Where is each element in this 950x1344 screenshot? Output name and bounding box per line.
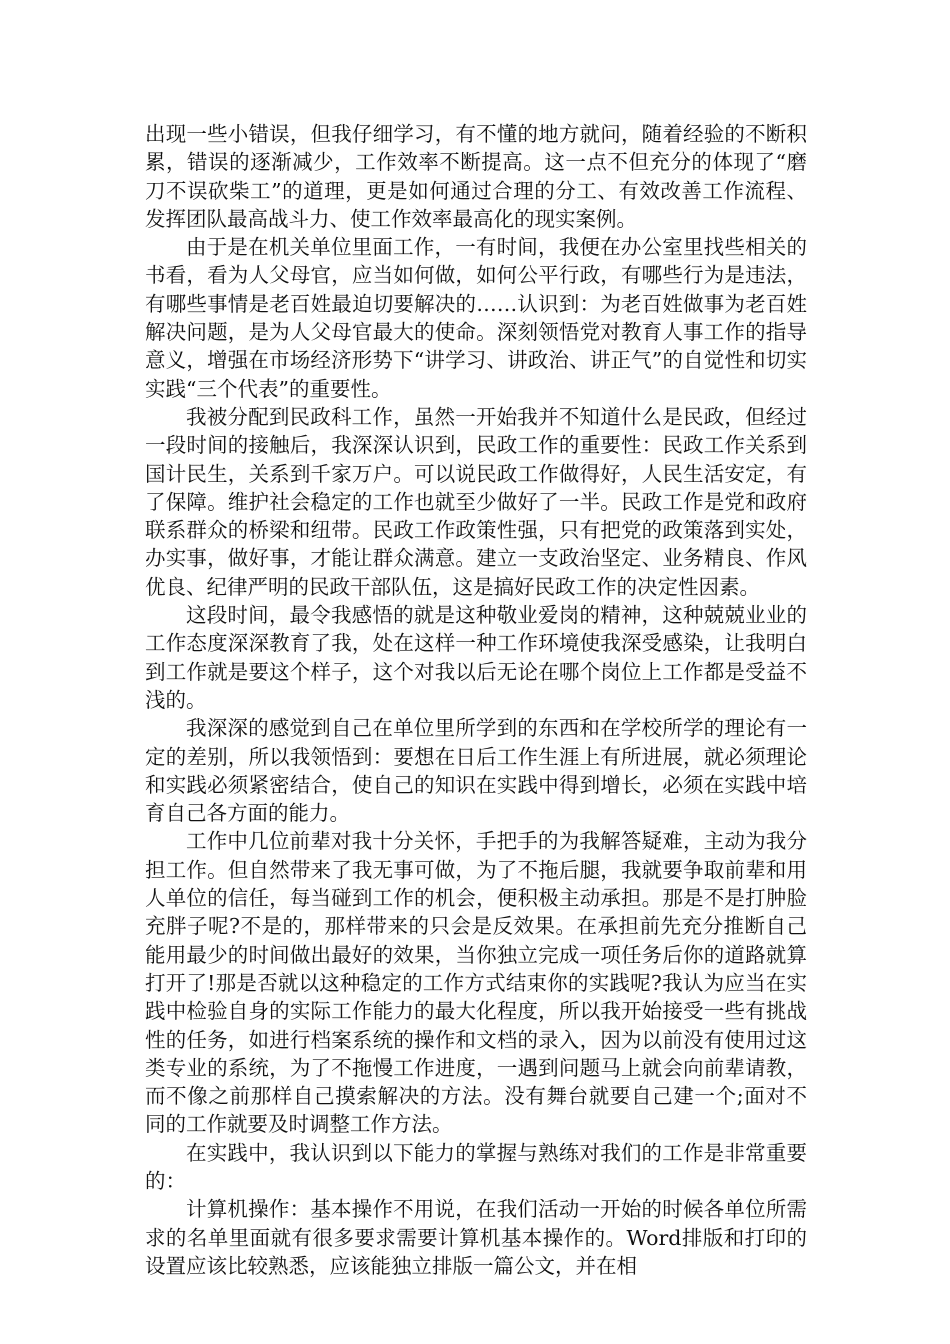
paragraph-6: 工作中几位前辈对我十分关怀，手把手的为我解答疑难，主动为我分担工作。但自然带来了我无事可做，为了不拖后腿，我就要争取前辈和用人单位的信任，每当碰到工作的机会，便积极主动承担。那是不是打肿脸充胖子呢?不是的，那样带来的只会是反效果。在承担前先充分推断自己能用最少的时间做出最好的效果，当你独立完成一项任务后你的道路就算打开了!那是否就以这种稳定的工作方式结束你的实践呢?我认为应当在实践中检验自身的实际工作能力的最大化程度，所以我开始接受一些有挑战性的任务，如进行档案系统的操作和文档的录入，因为以前没有使用过这类专业的系统，为了不拖慢工作进度，一遇到问题马上就会向前辈请教，而不像之前那样自己摸索解决的方法。没有舞台就要自己建一个;面对不同的工作就要及时调整工作方法。	[145, 829, 807, 1137]
paragraph-2: 由于是在机关单位里面工作，一有时间，我便在办公室里找些相关的书看，看为人父母官，应当如何做，如何公平行政，有哪些行为是违法，有哪些事情是老百姓最迫切要解决的……认识到：为老百姓做事为老百姓解决问题，是为人父母官最大的使命。深刻领悟党对教育人事工作的指导意义，增强在市场经济形势下“讲学习、讲政治、讲正气”的自觉性和切实实践“三个代表”的重要性。	[145, 235, 807, 401]
paragraph-8: 计算机操作：基本操作不用说，在我们活动一开始的时候各单位所需求的名单里面就有很多要求需要计算机基本操作的。Word排版和打印的设置应该比较熟悉，应该能独立排版一篇公文，并在相	[145, 1197, 807, 1278]
paragraph-1: 出现一些小错误，但我仔细学习，有不懂的地方就问，随着经验的不断积累，错误的逐渐减少，工作效率不断提高。这一点不但充分的体现了“磨刀不误砍柴工”的道理，更是如何通过合理的分工、有效改善工作流程、发挥团队最高战斗力、使工作效率最高化的现实案例。	[145, 122, 807, 231]
document-body	[145, 120, 807, 1280]
paragraph-7: 在实践中，我认识到以下能力的掌握与熟练对我们的工作是非常重要的：	[145, 1140, 807, 1193]
paragraph-3: 我被分配到民政科工作，虽然一开始我并不知道什么是民政，但经过一段时间的接触后，我深深认识到，民政工作的重要性：民政工作关系到国计民生，关系到千家万户。可以说民政工作做得好，人民生活安定，有了保障。维护社会稳定的工作也就至少做好了一半。民政工作是党和政府联系群众的桥梁和纽带。民政工作政策性强，只有把党的政策落到实处，办实事，做好事，才能让群众满意。建立一支政治坚定、业务精良、作风优良、纪律严明的民政干部队伍，这是搞好民政工作的决定性因素。	[145, 404, 807, 599]
paragraph-4: 这段时间，最令我感悟的就是这种敬业爱岗的精神，这种兢兢业业的工作态度深深教育了我，处在这样一种工作环境使我深受感染，让我明白到工作就是要这个样子，这个对我以后无论在哪个岗位上工作都是受益不浅的。	[145, 603, 807, 712]
paragraph-5: 我深深的感觉到自己在单位里所学到的东西和在学校所学的理论有一定的差别，所以我领悟到：要想在日后工作生涯上有所进展，就必须理论和实践必须紧密结合，使自己的知识在实践中得到增长，必须在实践中培育自己各方面的能力。	[145, 716, 807, 826]
